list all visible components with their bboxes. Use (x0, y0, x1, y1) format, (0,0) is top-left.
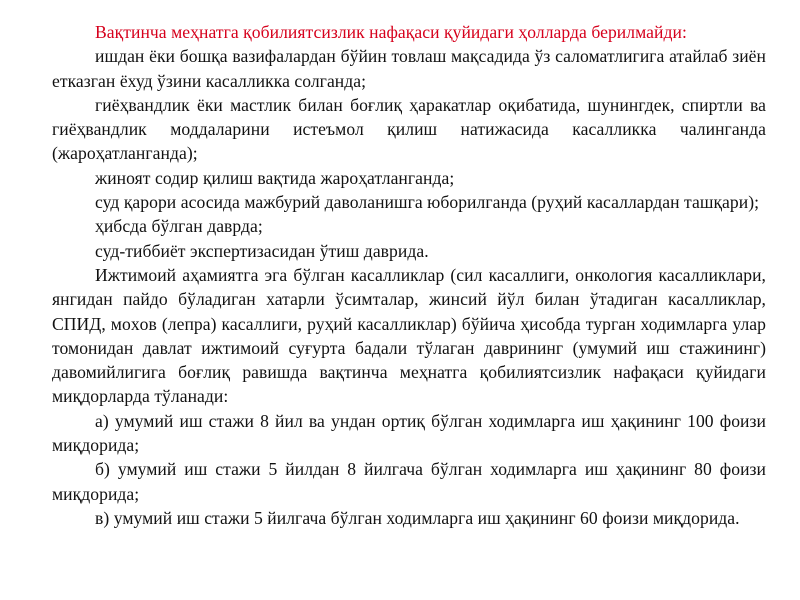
paragraph-rate-80: б) умумий иш стажи 5 йилдан 8 йилгача бўлган ходимларга иш ҳақининг 80 фоизи миқдорида; (52, 459, 766, 504)
paragraph-detention: ҳибсда бўлган даврда; (95, 216, 263, 237)
paragraph-forensic-exam: суд-тиббиёт экспертизасидан ўтиш даврида. (95, 240, 429, 261)
paragraph-intoxication: гиёҳвандлик ёки мастлик билан боғлиқ ҳаракатлар оқибатида, шунингдек, спиртли ва гиёҳвандлик моддаларини истеъмол қилиш натижасида касалликка чалинганда (жароҳатланганда); (52, 94, 766, 164)
paragraph-socially-significant-diseases: Ижтимоий аҳамиятга эга бўлган касалликлар (сил касаллиги, онкология касалликлари, янгидан пайдо бўладиган хатарли ўсимталар, жинсий йўл билан ўтадиган касалликлар, СПИД, моxов (лепра) касаллиги, руҳий касалликлар) бўйича ҳисобда турган ходимларга улар томонидан давлат ижтимоий суғурта бадали тўлаган даврининг (умумий иш стажининг) давомийлигига боғлиқ равишда вақтинча меҳнатга қобилиятсизлик нафақаси қуйидаги миқдорларда тўланади: (52, 264, 766, 407)
paragraph-compulsory-treatment: суд қарори асосида мажбурий даволанишга юборилганда (руҳий касаллардан ташқари); (95, 192, 760, 213)
paragraph-rate-60: в) умумий иш стажи 5 йилгача бўлган ходимларга иш ҳақининг 60 фоизи миқдорида. (95, 507, 740, 528)
paragraph-rate-100: а) умумий иш стажи 8 йил ва ундан ортиқ бўлган ходимларга иш ҳақининг 100 фоизи миқдорида; (52, 410, 766, 456)
section-heading: Вақтинча меҳнатга қобилиятсизлик нафақаси қуйидаги ҳолларда берилмайди: (95, 22, 687, 42)
paragraph-self-harm: ишдан ёки бошқа вазифалардан бўйин товлаш мақсадида ўз саломатлигига атайлаб зиён етказган ёхуд ўзини касалликка солганда; (52, 46, 766, 91)
paragraph-crime-injury: жиноят содир қилиш вақтида жароҳатланганда; (95, 167, 455, 188)
